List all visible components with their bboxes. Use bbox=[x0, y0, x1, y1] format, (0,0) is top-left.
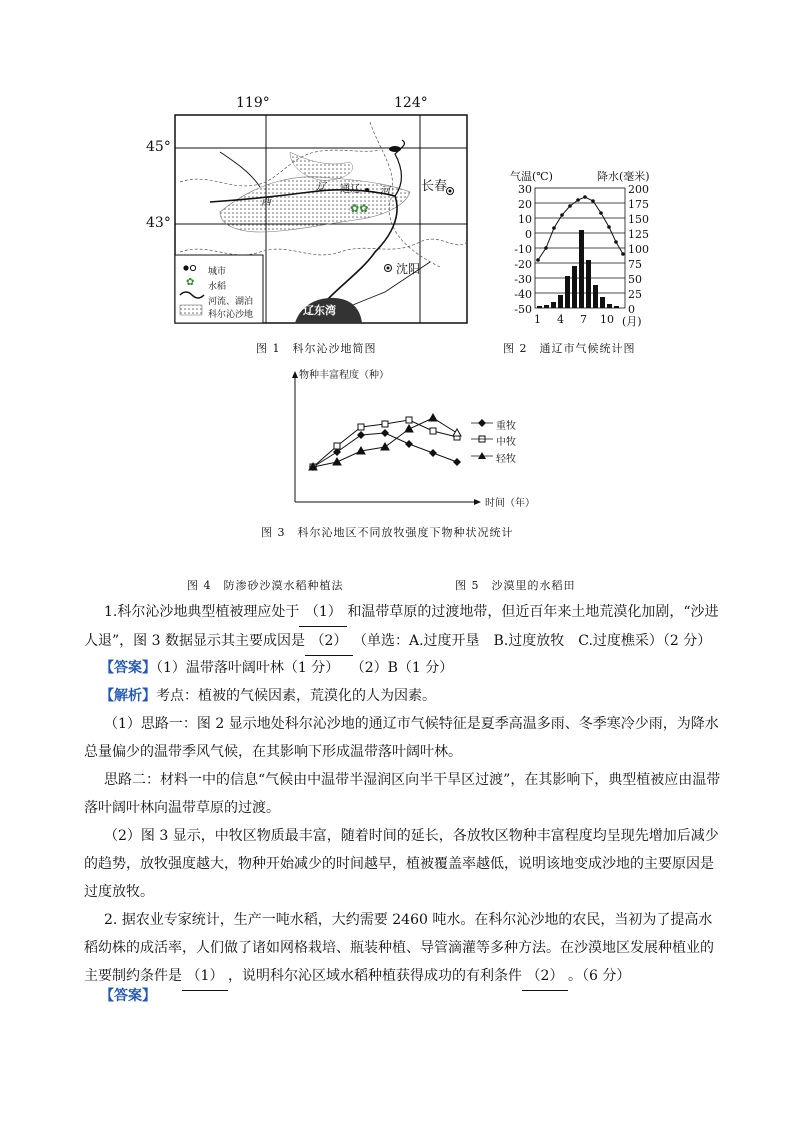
temp-ticks: 30 20 10 0 -10 -20 -30 -40 -50 bbox=[514, 183, 532, 316]
data-point-light bbox=[333, 458, 341, 465]
analysis-1: 【解析】考点：植被的气候因素，荒漠化的人为因素。 bbox=[100, 688, 436, 704]
month-unit: (月) bbox=[622, 315, 642, 328]
month-tick-10: 10 bbox=[600, 313, 614, 326]
legend-label-heavy: 重牧 bbox=[496, 421, 516, 432]
data-point-heavy bbox=[453, 458, 461, 466]
data-point-medium bbox=[382, 421, 388, 427]
data-point-medium bbox=[358, 424, 364, 430]
analysis-1-s1: （1）思路一：图 2 显示地处科尔沁沙地的通辽市气候特征是夏季高温多雨、冬季寒冷少雨，为降水总量偏少的温带季风气候，在其影响下形成温带落叶阔叶林。 bbox=[84, 716, 719, 760]
precip-ticks: 200 175 150 125 100 75 50 25 0 bbox=[628, 183, 649, 316]
river-label-3: 河 bbox=[380, 186, 390, 197]
answer-2-tag: 【答案】 bbox=[100, 988, 156, 1004]
legend-city: 城市 bbox=[208, 267, 227, 277]
rice-legend-icon: ✿ bbox=[186, 277, 195, 288]
month-tick-1: 1 bbox=[534, 313, 541, 326]
data-point-medium bbox=[406, 417, 412, 423]
data-point-light bbox=[381, 443, 389, 450]
data-point-medium bbox=[334, 443, 340, 449]
figure-2-caption: 图 2 通辽市气候统计图 bbox=[503, 342, 636, 355]
q1-blank-2: （2） bbox=[305, 627, 353, 656]
lon-label-124: 124° bbox=[394, 95, 428, 111]
data-point-light bbox=[405, 425, 413, 432]
figure-1-map bbox=[140, 92, 480, 332]
q1-blank-1: （1） bbox=[299, 598, 347, 627]
map-svg bbox=[140, 92, 480, 332]
lon-label-119: 119° bbox=[236, 95, 270, 111]
analysis-1-s2: 思路二：材料一中的信息“气候由中温带半湿润区向半干旱区过渡”，在其影响下，典型植被应由温带落叶阔叶林向温带草原的过渡。 bbox=[84, 772, 721, 816]
sand-legend-icon bbox=[180, 305, 202, 315]
river-label-1: 西 bbox=[261, 197, 271, 208]
question-2: 2. 据农业专家统计，生产一吨水稻，大约需要 2460 吨水。在科尔沁沙地的农民，当初为了提高水稻幼株的成活率，人们做了诸如网格栽培、瓶装种植、导管滴灌等多种方法。在沙漠地区发展种植业的主要制约条件是 （1） ，说明科尔沁区域水稻种植获得成功的有利条件 （2） 。（6 分） bbox=[84, 906, 724, 991]
city-label-shenyang: 沈阳 bbox=[396, 262, 421, 276]
figure-1-caption: 图 1 科尔沁沙地简图 bbox=[256, 342, 377, 355]
city-label-changchun: 长春 bbox=[421, 179, 448, 194]
figure-5-caption: 图 5 沙漠里的水稻田 bbox=[455, 579, 576, 592]
data-point-heavy bbox=[357, 431, 365, 439]
legend-label-light: 轻牧 bbox=[496, 454, 516, 465]
legend-marker-light bbox=[478, 452, 486, 459]
data-point-medium bbox=[430, 428, 436, 434]
q2-blank-1: （1） bbox=[182, 962, 228, 991]
legend-sand: 科尔沁沙地 bbox=[208, 310, 254, 320]
fig3-ylabel: 物种丰富程度（种） bbox=[299, 370, 389, 381]
lat-label-45: 45° bbox=[146, 139, 171, 155]
figure-2-climate bbox=[500, 168, 680, 338]
figure-4-caption: 图 4 防渗砂沙漠水稻种植法 bbox=[187, 579, 344, 592]
analysis-1-s3: （2）图 3 显示，中牧区物质最丰富，随着时间的延长，各放牧区物种丰富程度均呈现先增加后减少的趋势，放牧强度越大，物种开始减少的时间越早，植被覆盖率越低，说明该地变成沙地的主要原因是过度放牧。 bbox=[84, 828, 719, 900]
lat-label-43: 43° bbox=[146, 215, 171, 231]
q2-blank-2: （2） bbox=[522, 962, 568, 991]
answer-1: 【答案】（1）温带落叶阔叶林（1 分） （2）B（1 分） bbox=[100, 660, 454, 676]
figure-3-chart bbox=[285, 366, 545, 516]
figure-3-caption: 图 3 科尔沁地区不同放牧强度下物种状况统计 bbox=[261, 526, 514, 539]
legend-rice: 水稻 bbox=[208, 282, 227, 292]
data-point-light bbox=[429, 414, 437, 421]
city-legend-icon bbox=[183, 265, 188, 270]
data-point-heavy bbox=[429, 449, 437, 457]
data-point-heavy bbox=[405, 440, 413, 448]
question-1: 1.科尔沁沙地典型植被理应处于 （1） 和温带草原的过渡地带，但近百年来土地荒漠化加剧，“沙进 人退”，图 3 数据显示其主要成因是 （2） （单选：A.过度开垦 B.过度放牧 C.过度樵采）（2 分） bbox=[104, 598, 724, 656]
legend-river: 河流、湖泊 bbox=[208, 297, 254, 307]
data-point-light bbox=[453, 429, 461, 436]
city-label-tongliao: 通辽 bbox=[340, 184, 360, 195]
precip-axis-title: 降水(毫米) bbox=[597, 170, 650, 183]
river-label-2: 辽 bbox=[316, 182, 326, 193]
month-tick-7: 7 bbox=[580, 313, 587, 326]
answer-2 bbox=[100, 982, 720, 1010]
rice-symbol: ✿✿ bbox=[350, 202, 369, 215]
legend-label-medium: 中牧 bbox=[496, 437, 516, 448]
precip-bars bbox=[537, 230, 619, 308]
sea-label: 辽东湾 bbox=[303, 304, 336, 317]
month-tick-4: 4 bbox=[557, 313, 564, 326]
fig3-xlabel: 时间（年） bbox=[485, 498, 535, 509]
data-point-heavy bbox=[381, 429, 389, 437]
analysis-tag: 【解析】 bbox=[100, 688, 156, 704]
answer-tag: 【答案】 bbox=[100, 660, 156, 676]
city-marker-tongliao bbox=[365, 188, 369, 192]
temp-axis-title: 气温(℃) bbox=[510, 170, 553, 183]
